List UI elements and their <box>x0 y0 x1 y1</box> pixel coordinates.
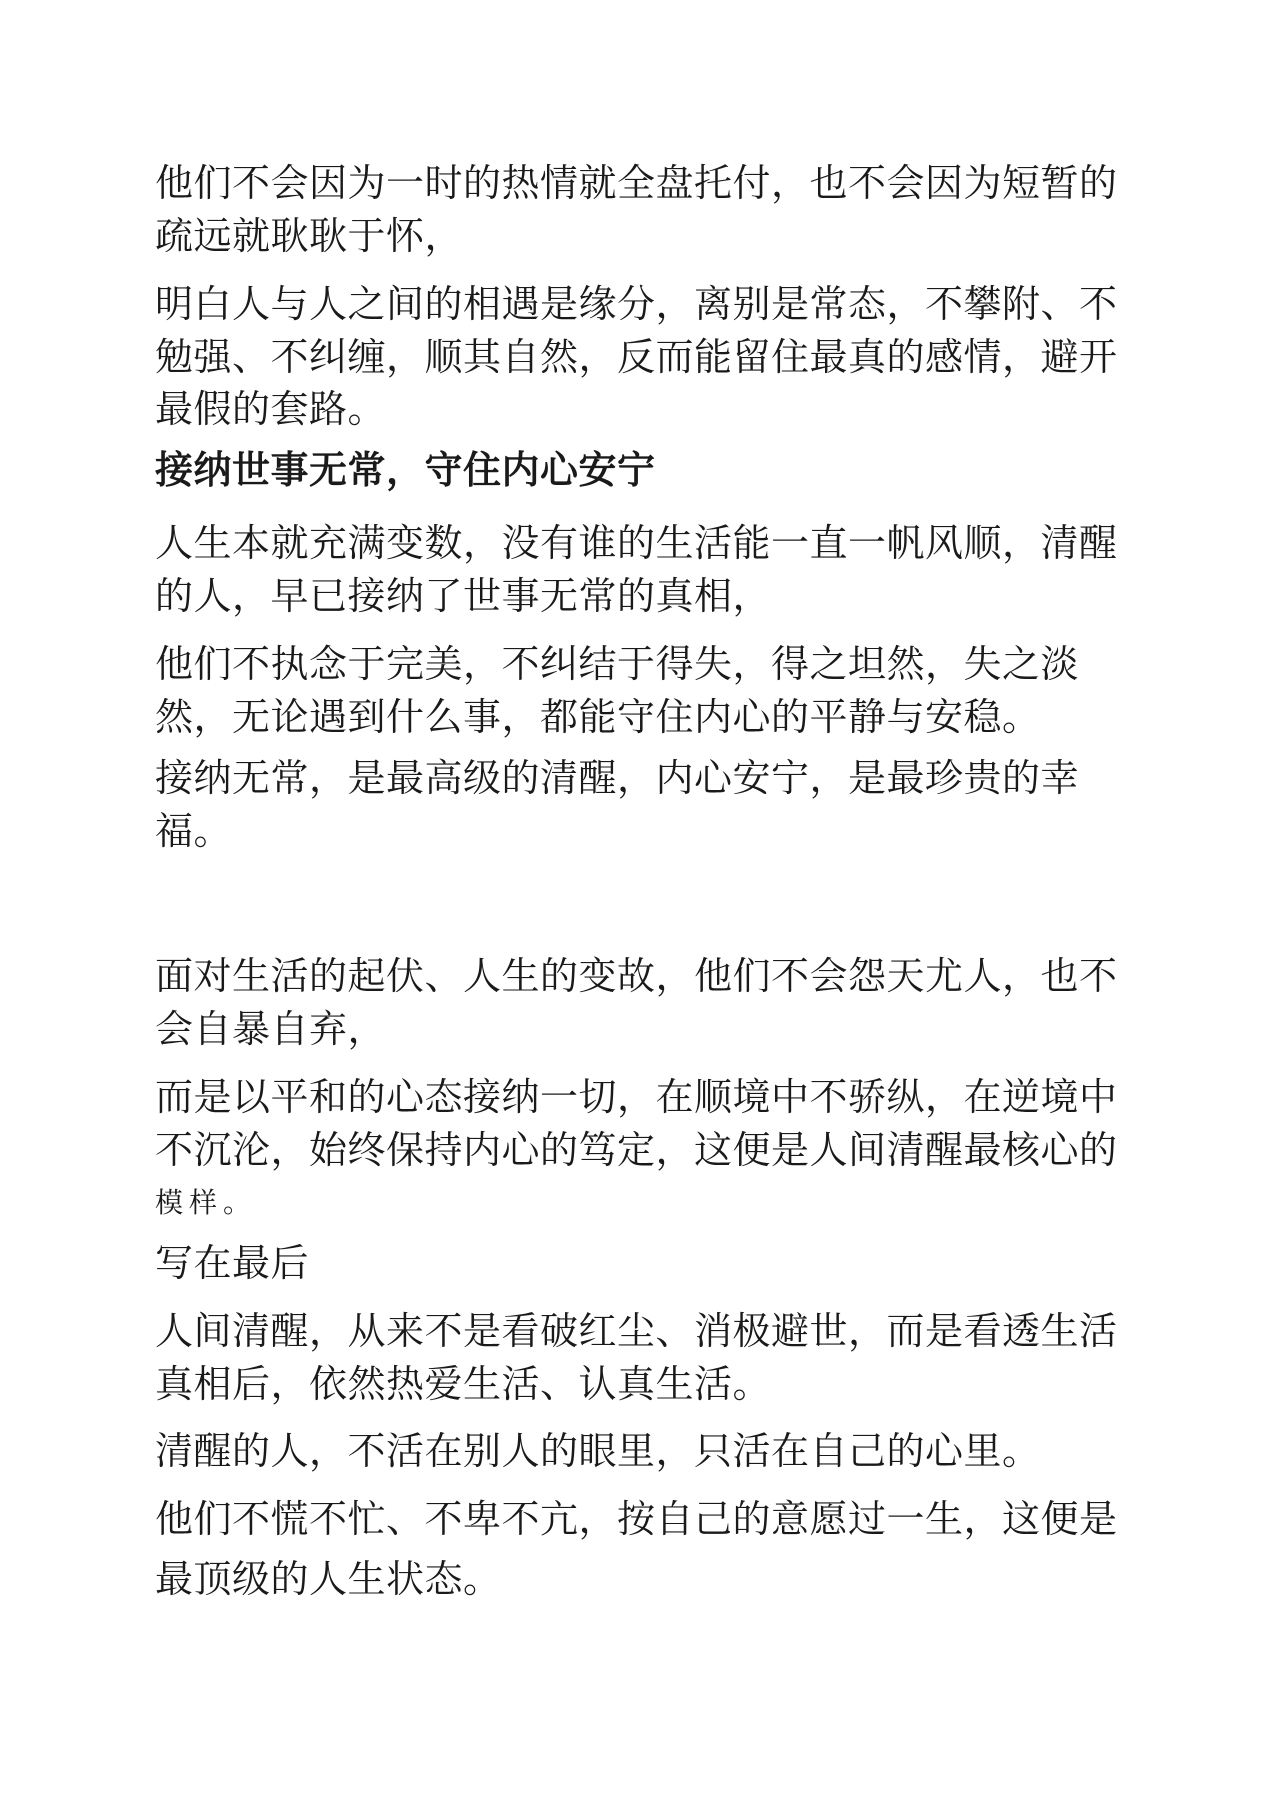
paragraph-line: 面对生活的起伏、人生的变故，他们不会怨天尤人，也不 <box>155 954 1118 998</box>
paragraph-line: 明白人与人之间的相遇是缘分，离别是常态，不攀附、不 <box>155 282 1118 326</box>
paragraph-line: 清醒的人，不活在别人的眼里，只活在自己的心里。 <box>155 1429 1041 1473</box>
paragraph-line: 而是以平和的心态接纳一切，在顺境中不骄纵，在逆境中 <box>155 1075 1118 1119</box>
section-heading: 接纳世事无常，守住内心安宁 <box>155 448 656 492</box>
section-heading: 写在最后 <box>155 1241 310 1285</box>
paragraph-line: 接纳无常，是最高级的清醒，内心安宁，是最珍贵的幸 <box>155 756 1080 800</box>
paragraph-line: 的人，早已接纳了世事无常的真相， <box>155 574 772 618</box>
paragraph-line: 人间清醒，从来不是看破红尘、消极避世，而是看透生活 <box>155 1309 1118 1353</box>
paragraph-line: 最假的套路。 <box>155 387 387 431</box>
paragraph-line: 疏远就耿耿于怀， <box>155 214 464 258</box>
paragraph-line: 不沉沦，始终保持内心的笃定，这便是人间清醒最核心的 <box>155 1128 1118 1172</box>
paragraph-line: 然，无论遇到什么事，都能守住内心的平静与安稳。 <box>155 695 1041 739</box>
paragraph-line: 他们不会因为一时的热情就全盘托付，也不会因为短暂的 <box>155 161 1118 205</box>
paragraph-line: 勉强、不纠缠，顺其自然，反而能留住最真的感情，避开 <box>155 335 1118 379</box>
paragraph-line: 会自暴自弃， <box>155 1007 387 1051</box>
paragraph-line: 他们不慌不忙、不卑不亢，按自己的意愿过一生，这便是 <box>155 1497 1118 1541</box>
paragraph-line: 真相后，依然热爱生活、认真生活。 <box>155 1362 772 1406</box>
paragraph-line: 模样。 <box>155 1186 258 1219</box>
paragraph-line: 最顶级的人生状态。 <box>155 1557 502 1601</box>
paragraph-line: 他们不执念于完美，不纠结于得失，得之坦然，失之淡 <box>155 642 1080 686</box>
paragraph-line: 人生本就充满变数，没有谁的生活能一直一帆风顺，清醒 <box>155 521 1118 565</box>
paragraph-line: 福。 <box>155 809 233 853</box>
